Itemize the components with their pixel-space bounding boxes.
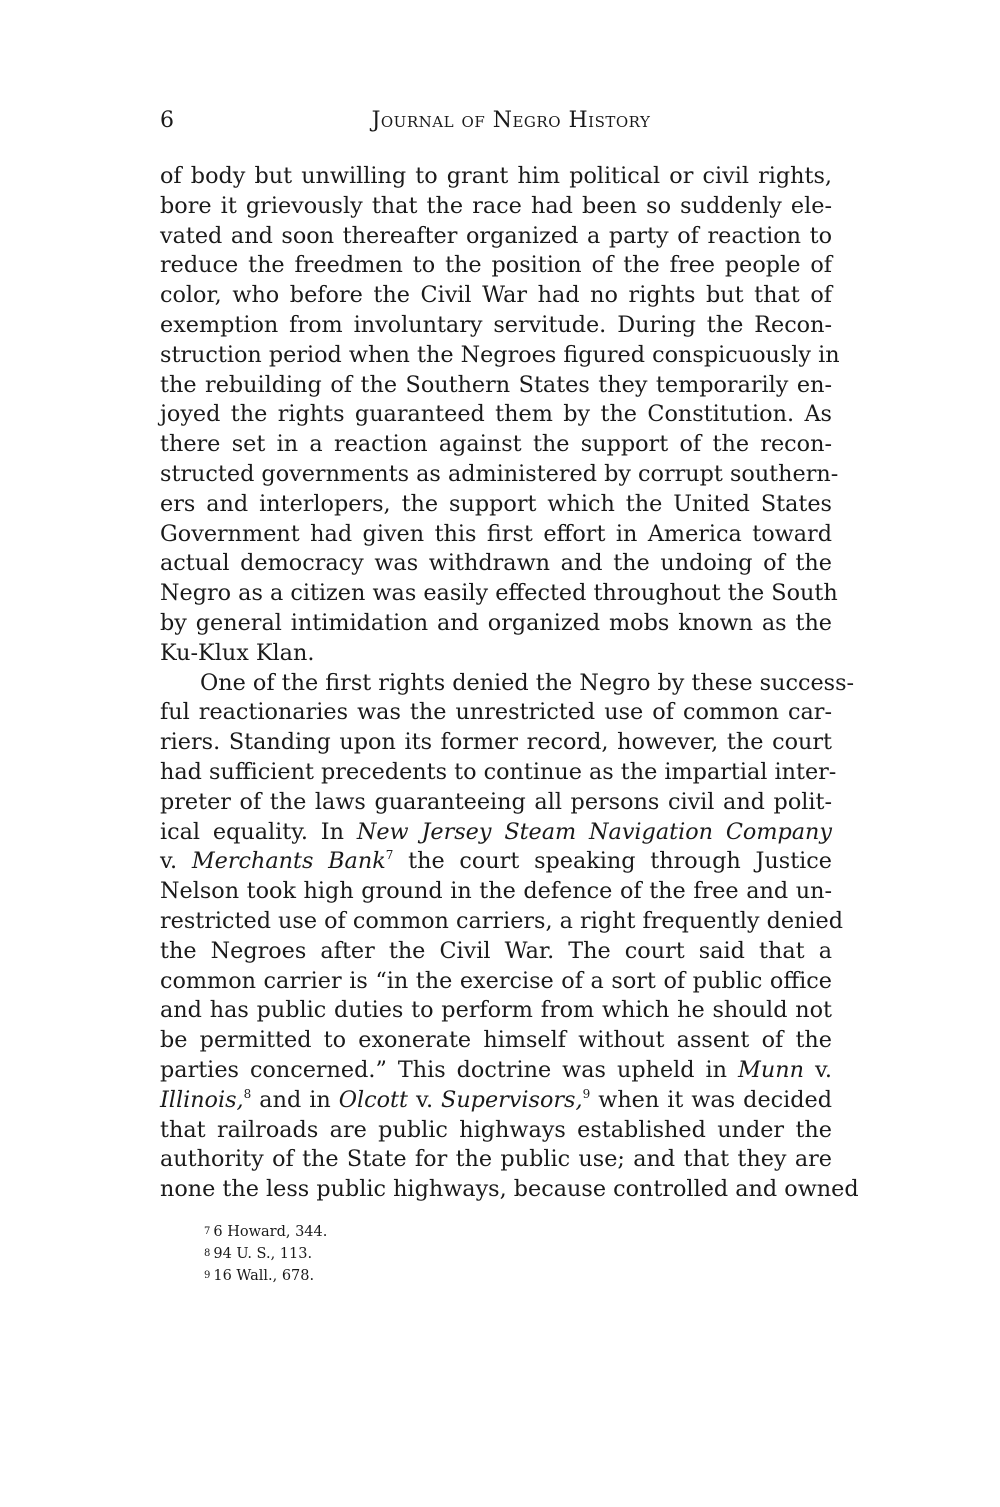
text-line: preter of the laws guaranteeing all persons civil and polit- — [160, 788, 832, 815]
text-line: joyed the rights guaranteed them by the Constitution. As — [160, 401, 832, 428]
text-line: riers. Standing upon its former record, however, the court — [160, 729, 832, 756]
running-head: Journal of Negro History — [371, 108, 651, 133]
case-name-italic: Supervisors, — [441, 1086, 583, 1113]
text-segment: parties concerned.” This doctrine was upheld in — [160, 1056, 739, 1083]
text-segment: when it was decided — [590, 1086, 832, 1113]
text-line — [160, 1086, 832, 1116]
body-text — [160, 162, 859, 1205]
text-line: there set in a reaction against the support of the recon- — [160, 431, 832, 458]
text-line — [160, 1056, 832, 1086]
text-line: exemption from involuntary servitude. During the Recon- — [160, 311, 832, 338]
case-name-italic: Olcott — [338, 1086, 408, 1113]
text-line: authority of the State for the public use; and that they are — [160, 1146, 832, 1173]
text-line: of body but unwilling to grant him political or civil rights, — [160, 163, 832, 189]
text-line: the rebuilding of the Southern States they temporarily en- — [160, 371, 832, 398]
text-segment: ical equality. In — [160, 818, 357, 845]
text-line: Nelson took high ground in the defence of the free and un- — [160, 878, 832, 905]
text-line: by general intimidation and organized mobs known as the — [160, 609, 832, 636]
text-line: ers and interlopers, the support which the United States — [160, 490, 832, 517]
text-line: ful reactionaries was the unrestricted use of common car- — [160, 699, 832, 726]
footnote — [204, 1265, 832, 1287]
text-line — [160, 847, 832, 877]
text-line: be permitted to exonerate himself without assent of the — [160, 1027, 832, 1054]
footnotes — [160, 1221, 832, 1287]
paragraph-2 — [160, 669, 859, 1205]
case-name-italic: Munn — [738, 1056, 804, 1083]
text-line: reduce the freedmen to the position of the free people of — [160, 252, 832, 279]
text-line: bore it grievously that the race had been so suddenly ele- — [160, 192, 832, 219]
text-line: had sufficient precedents to continue as the impartial inter- — [160, 758, 837, 785]
text-line: Ku-Klux Klan. — [160, 639, 315, 666]
text-line: structed governments as administered by corrupt southern- — [160, 460, 839, 487]
footnote-number: 7 — [204, 1225, 211, 1237]
text-line: struction period when the Negroes figured conspicuously in — [160, 341, 840, 368]
text-line: common carrier is “in the exercise of a sort of public office — [160, 967, 832, 994]
footnote-text: 94 U. S., 113. — [213, 1245, 313, 1262]
page-number: 6 — [160, 108, 174, 133]
text-line: One of the first rights denied the Negro by these success- — [200, 669, 855, 696]
page-header — [160, 108, 832, 148]
text-line: restricted use of common carriers, a right frequently denied — [160, 907, 844, 934]
text-line: actual democracy was withdrawn and the undoing of the — [160, 550, 832, 577]
footnote-number: 8 — [204, 1247, 211, 1259]
text-segment: v. — [160, 848, 192, 875]
text-line: and has public duties to perform from which he should not — [160, 997, 832, 1024]
text-line: Government had given this first effort in America toward — [160, 520, 832, 547]
document-page — [160, 108, 859, 1287]
text-segment: and in — [251, 1086, 339, 1113]
footnote-ref: 7 — [385, 848, 394, 863]
text-line: vated and soon thereafter organized a party of reaction to — [160, 222, 832, 249]
footnote-text: 6 Howard, 344. — [213, 1223, 328, 1240]
footnote-number: 9 — [204, 1269, 211, 1281]
text-line: Negro as a citizen was easily effected throughout the South — [160, 580, 838, 607]
case-name-italic: Illinois, — [160, 1086, 244, 1113]
text-line — [160, 818, 832, 848]
footnote-ref: 9 — [582, 1086, 591, 1101]
text-segment: the court speaking through Justice — [393, 848, 832, 875]
case-name-italic: New Jersey Steam Navigation Company — [356, 818, 832, 845]
text-line: that railroads are public highways established under the — [160, 1116, 832, 1143]
paragraph-1 — [160, 162, 840, 669]
text-line: the Negroes after the Civil War. The court said that a — [160, 937, 832, 964]
case-name-italic: Merchants Bank — [191, 848, 386, 875]
text-line: color, who before the Civil War had no rights but that of — [160, 282, 832, 309]
footnote-text: 16 Wall., 678. — [213, 1267, 315, 1284]
text-segment: v. — [803, 1056, 832, 1083]
text-segment: v. — [407, 1086, 442, 1113]
text-line: none the less public highways, because controlled and owned — [160, 1176, 859, 1203]
footnote-ref: 8 — [243, 1086, 252, 1101]
footnote — [204, 1221, 832, 1243]
footnote — [204, 1243, 832, 1265]
